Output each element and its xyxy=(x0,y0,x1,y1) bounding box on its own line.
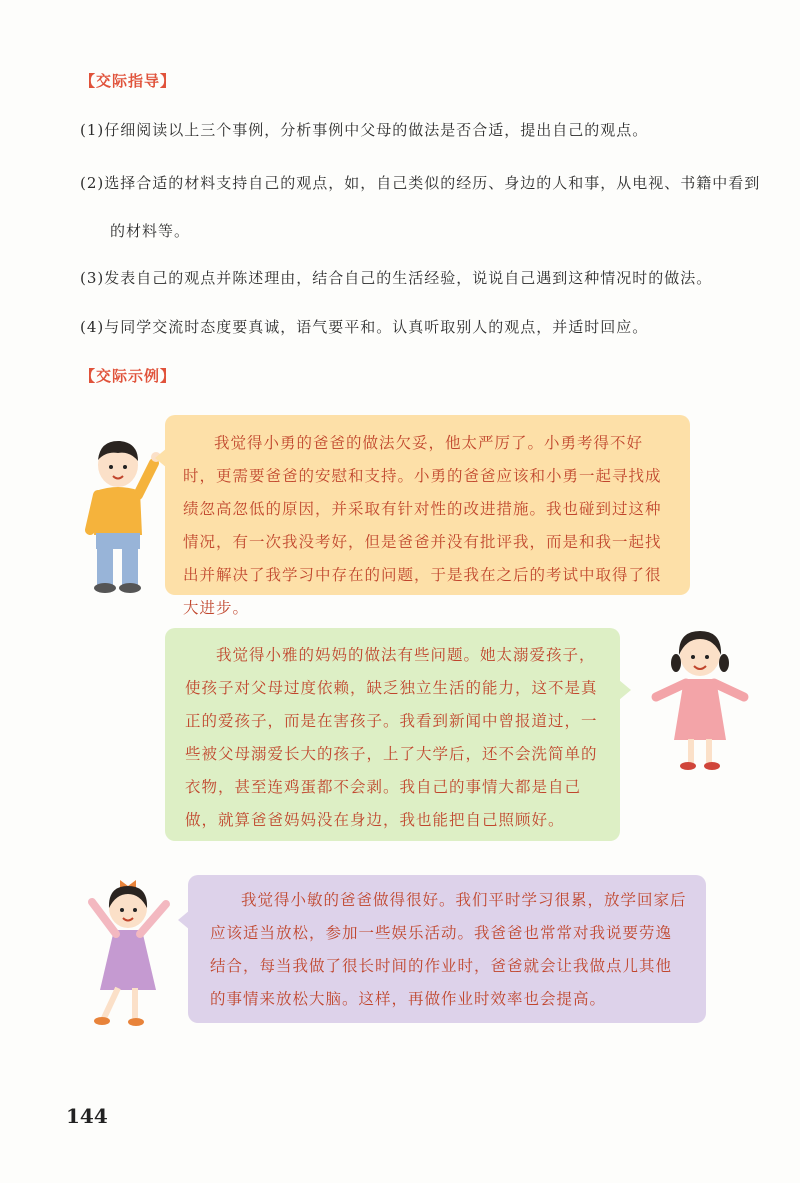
example-text-2: 我觉得小雅的妈妈的做法有些问题。她太溺爱孩子，使孩子对父母过度依赖，缺乏独立生活的能力，这不是真正的爱孩子，而是在害孩子。我看到新闻中曾报道过，一些被父母溺爱长大的孩子，上了大学后，还不会洗简单的衣物，甚至连鸡蛋都不会剥。我自己的事情大都是自己做，就算爸爸妈妈没在身边，我也能把自己照顾好。 xyxy=(185,646,598,829)
example-heading: 【交际示例】 xyxy=(80,367,177,385)
example-bubble-3 xyxy=(188,875,706,1023)
example-bubble-1 xyxy=(165,415,690,617)
guide-item-3: (3)发表自己的观点并陈述理由，结合自己的生活经验，说说自己遇到这种情况时的做法。 xyxy=(80,269,713,287)
example-text-3: 我觉得小敏的爸爸做得很好。我们平时学习很累，放学回家后应该适当放松，参加一些娱乐活动。我爸爸也常常对我说要劳逸结合，每当我做了很长时间的作业时，爸爸就会让我做点儿其他的事情来放松大脑。这样，再做作业时效率也会提高。 xyxy=(210,891,687,1008)
example-text-1: 我觉得小勇的爸爸的做法欠妥，他太严厉了。小勇考得不好时，更需要爸爸的安慰和支持。小勇的爸爸应该和小勇一起寻找成绩忽高忽低的原因，并采取有针对性的改进措施。我也碰到过这种情况，有一次我没考好，但是爸爸并没有批评我，而是和我一起找出并解决了我学习中存在的问题，于是我在之后的考试中取得了很大进步。 xyxy=(183,434,662,617)
bubble-tail-2 xyxy=(619,680,631,700)
example-bubble-2 xyxy=(165,628,620,841)
guide-item-2: (2)选择合适的材料支持自己的观点，如，自己类似的经历、身边的人和事，从电视、书籍中看到 xyxy=(80,174,761,192)
guide-item-1: (1)仔细阅读以上三个事例，分析事例中父母的做法是否合适，提出自己的观点。 xyxy=(80,121,649,139)
guide-item-2-cont: 的材料等。 xyxy=(110,222,191,240)
page-number: 144 xyxy=(66,1104,108,1128)
girl-illustration-1 xyxy=(648,625,753,775)
guide-item-4: (4)与同学交流时态度要真诚，语气要平和。认真听取别人的观点，并适时回应。 xyxy=(80,318,649,336)
guide-heading: 【交际指导】 xyxy=(80,72,177,90)
girl-illustration-2 xyxy=(82,872,182,1030)
